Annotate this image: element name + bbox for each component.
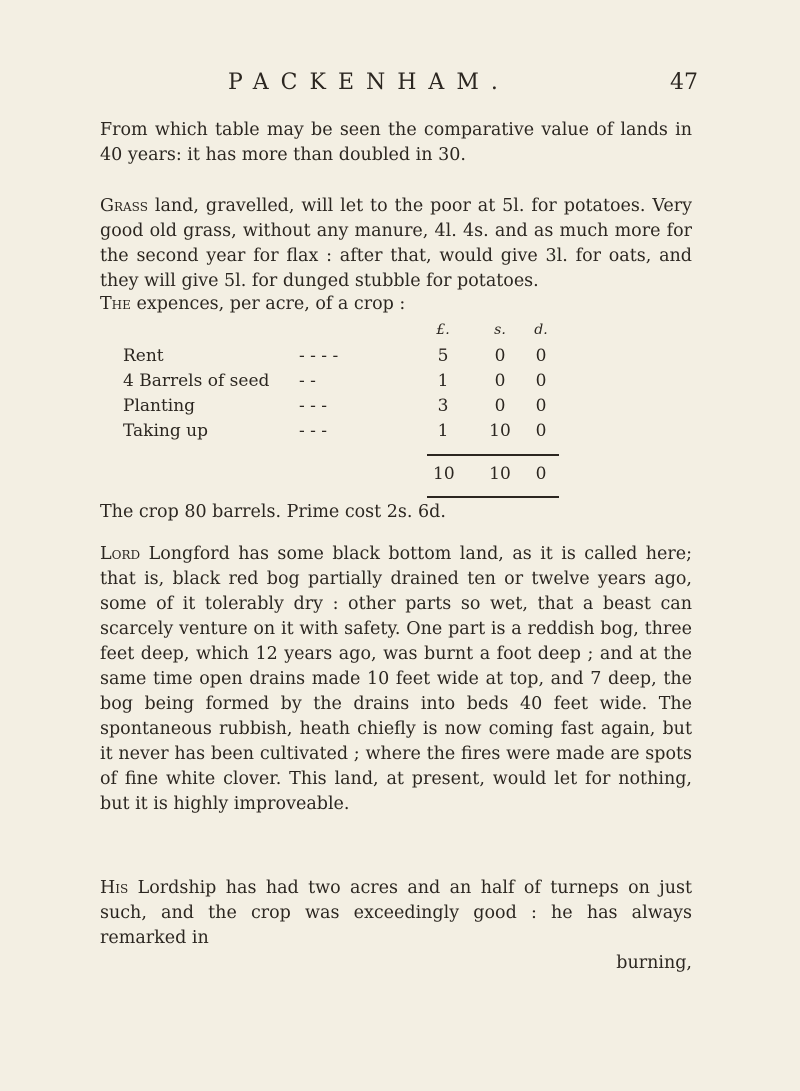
unit-pence: d.	[534, 322, 548, 338]
unit-pounds: £.	[436, 322, 450, 338]
units-row	[123, 322, 548, 347]
table-row	[123, 396, 547, 421]
row-leader: - -	[299, 371, 316, 391]
sum-rule-bottom	[427, 496, 559, 498]
row-leader: - - -	[299, 396, 328, 416]
total-pounds: 10	[433, 464, 455, 484]
lead-word: The	[100, 294, 131, 314]
value-pounds: 3	[437, 396, 449, 416]
value-shillings: 0	[494, 396, 506, 416]
paragraph-lordship-turneps	[100, 876, 692, 976]
row-label: Taking up	[123, 421, 208, 441]
paragraph-crop: The crop 80 barrels. Prime cost 2s. 6d.	[100, 502, 446, 522]
page-number: 47	[670, 70, 698, 95]
value-pounds: 5	[437, 346, 449, 366]
paragraph-text: Lordship has had two acres and an half of turneps on just such, and the crop was exceedingly good : he has always remarked in	[100, 878, 692, 948]
value-shillings: 0	[494, 346, 506, 366]
paragraph-body	[100, 876, 692, 951]
value-pence: 0	[535, 396, 547, 416]
value-pence: 0	[535, 371, 547, 391]
paragraph-lord-longford	[100, 542, 692, 817]
paragraph-text: expences, per acre, of a crop :	[130, 294, 406, 314]
row-label: Rent	[123, 346, 164, 366]
paragraph-text: Longford has some black bottom land, as it is called here; that is, black red bog partially drained ten or twelve years ago, some of it tolerably dry : other parts so wet, that a beast can scarcely venture on it with safety. One part is a reddish bog, three feet deep, which 12 years ago, was burnt a foot deep ; and at the same time open drains made 10 feet wide at top, and 7 deep, the bog being formed by the drains into beds 40 feet wide. The spontaneous rubbish, heath chiefly is now coming fast again, but it never has been cultivated ; where the fires were made are spots of fine white clover. This land, at present, would let for nothing, but it is highly improveable.	[100, 544, 692, 814]
lead-word: Grass	[100, 196, 148, 216]
total-pence: 0	[535, 464, 547, 484]
value-pence: 0	[535, 346, 547, 366]
total-row	[123, 464, 547, 489]
table-row	[123, 421, 547, 446]
unit-shillings: s.	[494, 322, 506, 338]
expenses-table	[123, 314, 548, 504]
running-header	[228, 70, 698, 110]
paragraph-grass-land	[100, 194, 692, 294]
table-row	[123, 371, 547, 396]
value-shillings: 0	[494, 371, 506, 391]
sum-rule-top	[427, 454, 559, 456]
lead-word: His	[100, 878, 129, 898]
value-pounds: 1	[437, 371, 449, 391]
row-label: Planting	[123, 396, 196, 416]
value-shillings: 10	[489, 421, 511, 441]
paragraph-comparative-value: From which table may be seen the comparative value of lands in 40 years: it has more than doubled in 30.	[100, 120, 692, 165]
table-row	[123, 346, 547, 371]
value-pence: 0	[535, 421, 547, 441]
lead-word: Lord	[100, 544, 141, 564]
row-leader: - - -	[299, 421, 328, 441]
catchword: burning,	[616, 953, 692, 973]
value-pounds: 1	[437, 421, 449, 441]
paragraph-text: land, gravelled, will let to the poor at 5l. for potatoes. Very good old grass, without any manure, 4l. 4s. and as much more for the second year for flax : after that, would give 3l. for oats, and they will give 5l. for dunged stubble for potatoes.	[100, 196, 692, 291]
row-leader: - - - -	[299, 346, 339, 366]
header-title: PACKENHAM.	[228, 70, 510, 95]
row-label: 4 Barrels of seed	[123, 371, 270, 391]
total-shillings: 10	[489, 464, 511, 484]
